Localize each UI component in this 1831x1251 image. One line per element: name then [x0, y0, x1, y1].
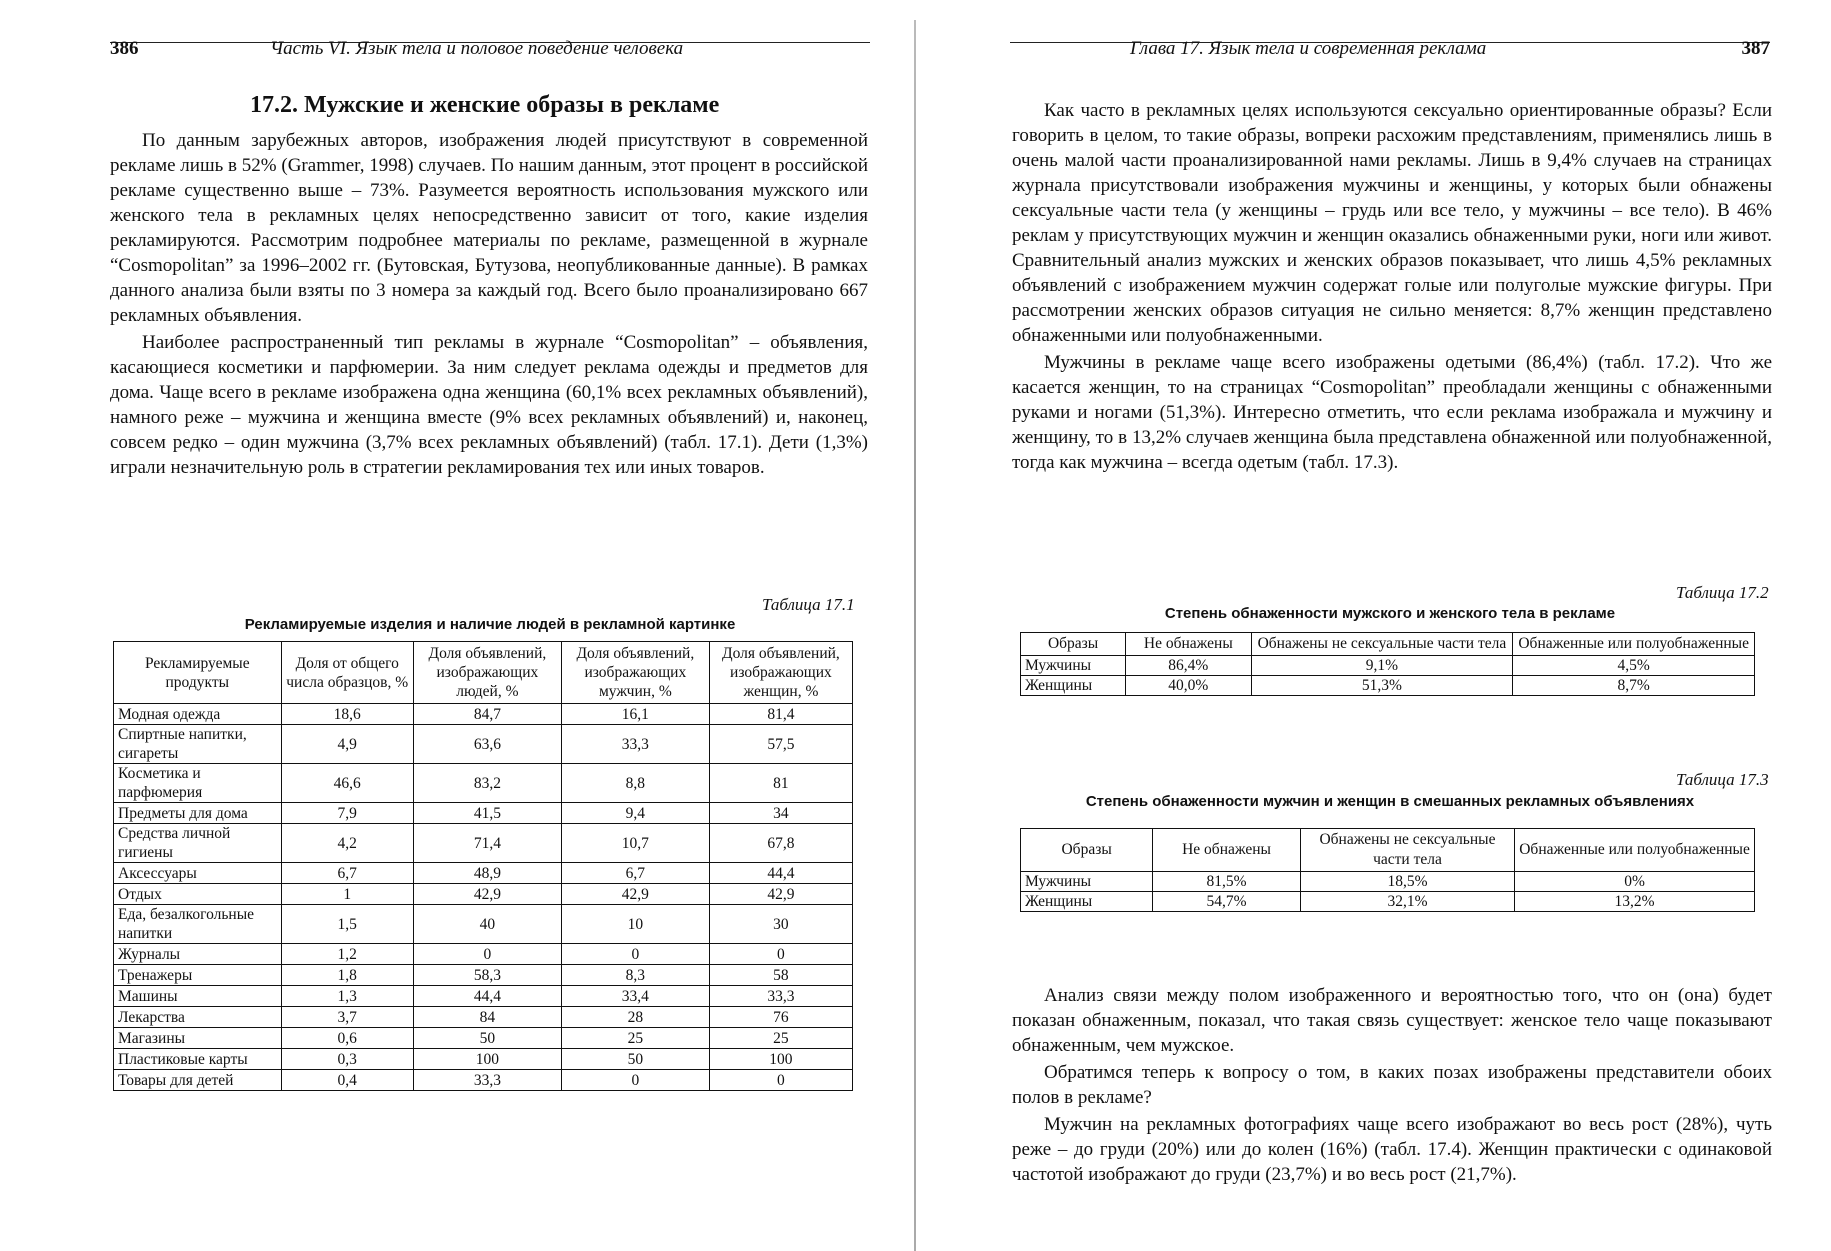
value-cell: 33,3: [709, 986, 852, 1007]
value-cell: 9,4: [561, 803, 709, 824]
table-row: [1021, 892, 1755, 912]
value-cell: 54,7%: [1153, 892, 1301, 912]
table-row: [114, 905, 853, 944]
value-cell: 0,4: [281, 1070, 413, 1091]
value-cell: 7,9: [281, 803, 413, 824]
table-row: [114, 884, 853, 905]
right-page-number: 387: [1741, 38, 1770, 59]
value-cell: 13,2%: [1515, 892, 1755, 912]
value-cell: 42,9: [561, 884, 709, 905]
value-cell: 1,8: [281, 965, 413, 986]
value-cell: 81,4: [709, 704, 852, 725]
value-cell: 50: [413, 1028, 561, 1049]
left-body-text: [110, 128, 868, 482]
value-cell: 4,2: [281, 824, 413, 863]
value-cell: 25: [561, 1028, 709, 1049]
row-label-cell: Машины: [114, 986, 282, 1007]
value-cell: 33,3: [413, 1070, 561, 1091]
value-cell: 76: [709, 1007, 852, 1028]
value-cell: 0%: [1515, 872, 1755, 892]
right-header-title: Глава 17. Язык тела и современная реклама: [1130, 38, 1487, 59]
row-label-cell: Еда, безалкогольные напитки: [114, 905, 282, 944]
value-cell: 71,4: [413, 824, 561, 863]
table-row: [114, 1007, 853, 1028]
value-cell: 63,6: [413, 725, 561, 764]
column-header: Рекламируемые продукты: [114, 642, 282, 704]
value-cell: 18,6: [281, 704, 413, 725]
value-cell: 0,6: [281, 1028, 413, 1049]
value-cell: 8,7%: [1513, 676, 1755, 696]
value-cell: 0,3: [281, 1049, 413, 1070]
table-row: [114, 863, 853, 884]
value-cell: 1,3: [281, 986, 413, 1007]
row-label-cell: Журналы: [114, 944, 282, 965]
row-label-cell: Женщины: [1021, 676, 1126, 696]
value-cell: 8,8: [561, 764, 709, 803]
value-cell: 0: [413, 944, 561, 965]
column-header: Доля объявлений, изображающих женщин, %: [709, 642, 852, 704]
value-cell: 28: [561, 1007, 709, 1028]
value-cell: 40: [413, 905, 561, 944]
value-cell: 10,7: [561, 824, 709, 863]
table-row: [114, 704, 853, 725]
value-cell: 46,6: [281, 764, 413, 803]
column-header: Образы: [1021, 633, 1126, 656]
right-paragraph: Обратимся теперь к вопросу о том, в каких позах изображены представители обоих полов в рекламе?: [1012, 1062, 1772, 1108]
row-label-cell: Мужчины: [1021, 656, 1126, 676]
column-header: Доля объявлений, изображающих людей, %: [413, 642, 561, 704]
value-cell: 25: [709, 1028, 852, 1049]
value-cell: 86,4%: [1126, 656, 1251, 676]
table-17-1-body: [114, 704, 853, 1091]
value-cell: 0: [561, 944, 709, 965]
value-cell: 58,3: [413, 965, 561, 986]
right-body-text-top: [1012, 98, 1772, 477]
value-cell: 0: [709, 1070, 852, 1091]
left-paragraph: По данным зарубежных авторов, изображения людей присутствуют в современной рекламе лишь в 52% (Grammer, 1998) случаев. По нашим данным, этот процент в российской рекламе существенно выше – 73%. Разумеется вероятность использования мужского или женского тела в рекламных целях непосредственно зависит от того, какие изделия рекламируются. Рассмотрим подробнее материалы по рекламе, размещенной в журнале “Cosmopolitan” за 1996–2002 гг. (Бутовская, Бутузова, неопубликованные данные). В рамках данного анализа были взяты по 3 номера за каждый год. Всего было проанализировано 667 рекламных объявления.: [110, 130, 868, 326]
value-cell: 32,1%: [1300, 892, 1514, 912]
value-cell: 84,7: [413, 704, 561, 725]
value-cell: 3,7: [281, 1007, 413, 1028]
table-header-row: [1021, 829, 1755, 872]
row-label-cell: Женщины: [1021, 892, 1153, 912]
value-cell: 33,3: [561, 725, 709, 764]
right-paragraph: Мужчин на рекламных фотографиях чаще всего изображают во весь рост (28%), чуть реже – до груди (20%) или до колен (16%) (табл. 17.4). Женщин практически с одинаковой частотой изображают до груди (23,7%) и во весь рост (21,7%).: [1012, 1114, 1772, 1185]
left-paragraph: Наиболее распространенный тип рекламы в журнале “Cosmopolitan” – объявления, касающиеся косметики и парфюмерии. За ним следует реклама одежды и предметов для дома. Чаще всего в рекламе изображена одна женщина (60,1% всех рекламных объявлений), намного реже – мужчина и женщина вместе (9% всех рекламных объявлений) и, наконец, совсем редко – один мужчина (3,7% всех рекламных объявлений) (табл. 17.1). Дети (1,3%) играли незначительную роль в стратегии рекламирования тех или иных товаров.: [110, 332, 868, 478]
column-header: Доля от общего числа образцов, %: [281, 642, 413, 704]
left-page: [0, 0, 905, 1251]
row-label-cell: Магазины: [114, 1028, 282, 1049]
value-cell: 42,9: [709, 884, 852, 905]
value-cell: 42,9: [413, 884, 561, 905]
value-cell: 57,5: [709, 725, 852, 764]
left-page-number: 386: [110, 38, 139, 59]
value-cell: 84: [413, 1007, 561, 1028]
value-cell: 1,5: [281, 905, 413, 944]
column-header: Доля объявлений, изображающих мужчин, %: [561, 642, 709, 704]
value-cell: 44,4: [413, 986, 561, 1007]
table-row: [114, 986, 853, 1007]
table-17-1-caption: Рекламируемые изделия и наличие людей в рекламной картинке: [244, 616, 736, 633]
table-17-3-label: Таблица 17.3: [1676, 770, 1769, 789]
left-header-title: Часть VI. Язык тела и половое поведение человека: [270, 38, 684, 59]
table-row: [114, 1028, 853, 1049]
value-cell: 1,2: [281, 944, 413, 965]
value-cell: 6,7: [281, 863, 413, 884]
row-label-cell: Предметы для дома: [114, 803, 282, 824]
table-row: [114, 1070, 853, 1091]
row-label-cell: Средства личной гигиены: [114, 824, 282, 863]
row-label-cell: Модная одежда: [114, 704, 282, 725]
column-header: Обнажены не сексуальные части тела: [1251, 633, 1513, 656]
value-cell: 40,0%: [1126, 676, 1251, 696]
value-cell: 48,9: [413, 863, 561, 884]
row-label-cell: Аксессуары: [114, 863, 282, 884]
column-header: Обнаженные или полуобнаженные: [1513, 633, 1755, 656]
value-cell: 18,5%: [1300, 872, 1514, 892]
table-header-row: [1021, 633, 1755, 656]
table-17-2-body: [1021, 656, 1755, 696]
table-17-3-caption: Степень обнаженности мужчин и женщин в смешанных рекламных объявлениях: [1085, 793, 1695, 810]
value-cell: 8,3: [561, 965, 709, 986]
row-label-cell: Мужчины: [1021, 872, 1153, 892]
value-cell: 6,7: [561, 863, 709, 884]
value-cell: 83,2: [413, 764, 561, 803]
table-17-1-label: Таблица 17.1: [762, 595, 855, 614]
table-row: [1021, 676, 1755, 696]
right-paragraph: Мужчины в рекламе чаще всего изображены одетыми (86,4%) (табл. 17.2). Что же касается женщин, то на страницах “Cosmopolitan” преобладали женщины с обнаженными руками и ногами (51,3%). Интересно отметить, что если реклама изображала и мужчину и женщину, то в 13,2% случаев женщина была представлена обнаженной или полуобнаженной, тогда как мужчина – всегда одетым (табл. 17.3).: [1012, 352, 1772, 473]
value-cell: 16,1: [561, 704, 709, 725]
table-17-1: [113, 641, 853, 1091]
value-cell: 4,5%: [1513, 656, 1755, 676]
table-row: [114, 965, 853, 986]
right-body-text-bottom: [1012, 983, 1772, 1189]
value-cell: 58: [709, 965, 852, 986]
page-gutter: [914, 20, 916, 1251]
table-row: [114, 725, 853, 764]
table-header-row: [114, 642, 853, 704]
row-label-cell: Тренажеры: [114, 965, 282, 986]
column-header: Не обнажены: [1153, 829, 1301, 872]
table-17-3-body: [1021, 872, 1755, 912]
value-cell: 50: [561, 1049, 709, 1070]
value-cell: 67,8: [709, 824, 852, 863]
right-paragraph: Как часто в рекламных целях используются сексуально ориентированные образы? Если говорить в целом, то такие образы, вопреки расхожим представлениям, применялись лишь в очень малой части проанализированной нами рекламы. Лишь в 9,4% случаев на страницах журнала присутствовали изображения мужчины и женщины, у которых были обнажены сексуальные части тела (у женщины – грудь или все тело, у мужчины – все тело). В 46% реклам у присутствующих мужчин и женщин оказались обнаженными руки, ноги или живот. Сравнительный анализ мужских и женских образов показывает, что лишь 4,5% рекламных объявлений с изображением мужчин содержат голые или полуголые мужские фигуры. При рассмотрении женских образов ситуация не сильно меняется: 8,7% женщин представлено обнаженными или полуобнаженными.: [1012, 100, 1772, 346]
row-label-cell: Лекарства: [114, 1007, 282, 1028]
column-header: Образы: [1021, 829, 1153, 872]
table-row: [114, 803, 853, 824]
row-label-cell: Товары для детей: [114, 1070, 282, 1091]
row-label-cell: Косметика и парфюмерия: [114, 764, 282, 803]
value-cell: 34: [709, 803, 852, 824]
value-cell: 33,4: [561, 986, 709, 1007]
right-paragraph: Анализ связи между полом изображенного и вероятностью того, что он (она) будет показан обнаженным, показал, что такая связь существует: женское тело чаще показывают обнаженным, чем мужское.: [1012, 985, 1772, 1056]
table-row: [114, 824, 853, 863]
table-17-3: [1020, 828, 1755, 912]
value-cell: 9,1%: [1251, 656, 1513, 676]
value-cell: 81,5%: [1153, 872, 1301, 892]
table-row: [1021, 872, 1755, 892]
right-page: [920, 0, 1831, 1251]
value-cell: 10: [561, 905, 709, 944]
table-row: [114, 764, 853, 803]
value-cell: 41,5: [413, 803, 561, 824]
value-cell: 0: [709, 944, 852, 965]
value-cell: 1: [281, 884, 413, 905]
column-header: Обнаженные или полуобнаженные: [1515, 829, 1755, 872]
table-17-2: [1020, 632, 1755, 696]
right-running-header: [1010, 38, 1770, 59]
value-cell: 100: [709, 1049, 852, 1070]
table-17-2-caption: Степень обнаженности мужского и женского тела в рекламе: [1164, 605, 1616, 622]
column-header: Не обнажены: [1126, 633, 1251, 656]
column-header: Обнажены не сексуальные части тела: [1300, 829, 1514, 872]
row-label-cell: Спиртные напитки, сигареты: [114, 725, 282, 764]
value-cell: 81: [709, 764, 852, 803]
left-running-header: [110, 38, 870, 59]
table-17-2-label: Таблица 17.2: [1676, 583, 1769, 602]
value-cell: 30: [709, 905, 852, 944]
value-cell: 44,4: [709, 863, 852, 884]
section-title: 17.2. Мужские и женские образы в рекламе: [250, 92, 720, 118]
row-label-cell: Отдых: [114, 884, 282, 905]
row-label-cell: Пластиковые карты: [114, 1049, 282, 1070]
table-row: [114, 944, 853, 965]
table-row: [1021, 656, 1755, 676]
value-cell: 51,3%: [1251, 676, 1513, 696]
value-cell: 4,9: [281, 725, 413, 764]
value-cell: 100: [413, 1049, 561, 1070]
value-cell: 0: [561, 1070, 709, 1091]
table-row: [114, 1049, 853, 1070]
